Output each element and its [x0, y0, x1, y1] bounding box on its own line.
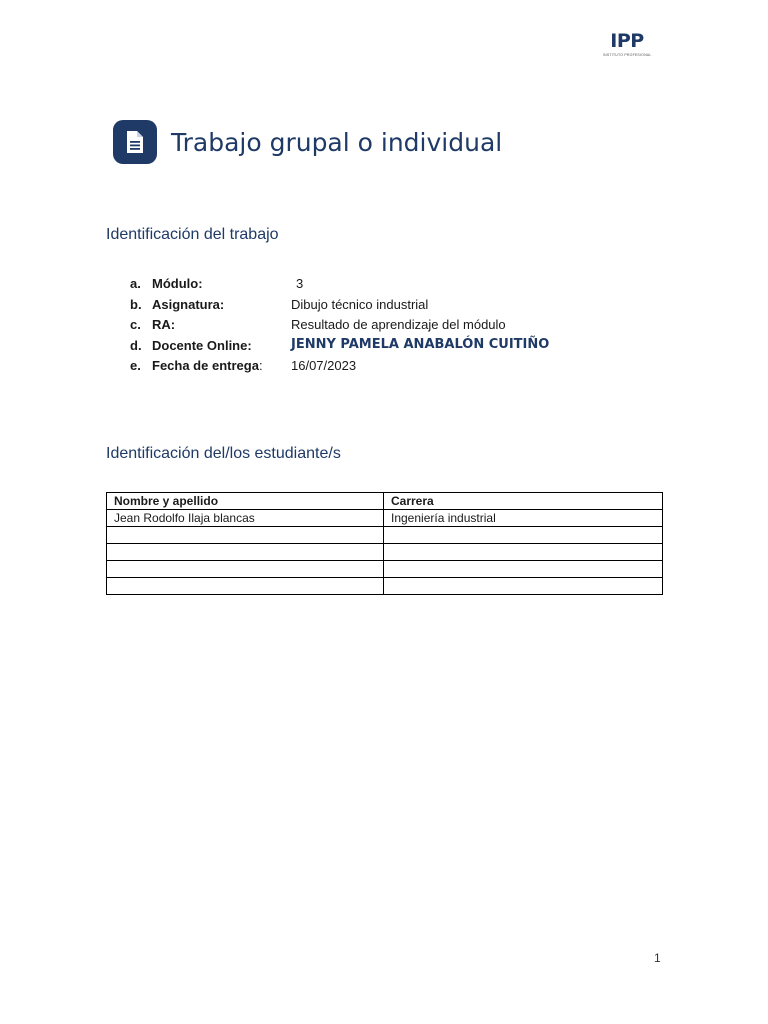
- student-name-cell: Jean Rodolfo Ilaja blancas: [107, 510, 384, 527]
- item-letter: b.: [130, 296, 142, 312]
- label-text: Fecha de entrega: [152, 358, 259, 373]
- item-label: Docente Online:: [152, 337, 252, 353]
- table-row: [107, 561, 663, 578]
- table-header-row: [107, 493, 663, 510]
- page-title: Trabajo grupal o individual: [171, 128, 503, 157]
- student-name-cell: [107, 561, 384, 578]
- logo-subtitle: INSTITUTO PROFESIONAL: [603, 53, 652, 57]
- item-label: Asignatura:: [152, 296, 225, 312]
- item-value: 3: [296, 276, 304, 291]
- item-letter: a.: [130, 276, 141, 291]
- students-table: [106, 492, 663, 595]
- student-name-cell: [107, 544, 384, 561]
- table-row: [107, 527, 663, 544]
- teacher-name: JENNY PAMELA ANABALÓN CUITIÑO: [291, 336, 550, 352]
- item-value: Dibujo técnico industrial: [291, 296, 429, 312]
- table-row: [107, 510, 663, 527]
- column-header-career: Carrera: [384, 493, 663, 510]
- student-career-cell: [384, 527, 663, 544]
- student-career-cell: Ingeniería industrial: [384, 510, 663, 527]
- label-colon: :: [258, 358, 263, 373]
- student-career-cell: [384, 578, 663, 595]
- student-career-cell: [384, 561, 663, 578]
- table-row: [107, 578, 663, 595]
- table-row: [107, 544, 663, 561]
- ipp-logo: [603, 30, 651, 58]
- item-value: 16/07/2023: [291, 358, 357, 373]
- item-letter: c.: [130, 317, 141, 332]
- item-label: Módulo:: [152, 276, 203, 291]
- page-number: 1: [654, 951, 661, 965]
- item-letter: e.: [130, 358, 141, 373]
- logo-mark: IPP: [610, 30, 644, 52]
- student-name-cell: [107, 527, 384, 544]
- section-heading-work: Identificación del trabajo: [106, 226, 279, 243]
- student-name-cell: [107, 578, 384, 595]
- column-header-name: Nombre y apellido: [107, 493, 384, 510]
- item-value: Resultado de aprendizaje del módulo: [291, 317, 506, 332]
- item-label: RA:: [152, 317, 176, 332]
- item-letter: d.: [130, 337, 142, 353]
- section-heading-students: Identificación del/los estudiante/s: [106, 445, 341, 462]
- student-career-cell: [384, 544, 663, 561]
- document-icon: [113, 120, 157, 164]
- item-label: [152, 358, 263, 373]
